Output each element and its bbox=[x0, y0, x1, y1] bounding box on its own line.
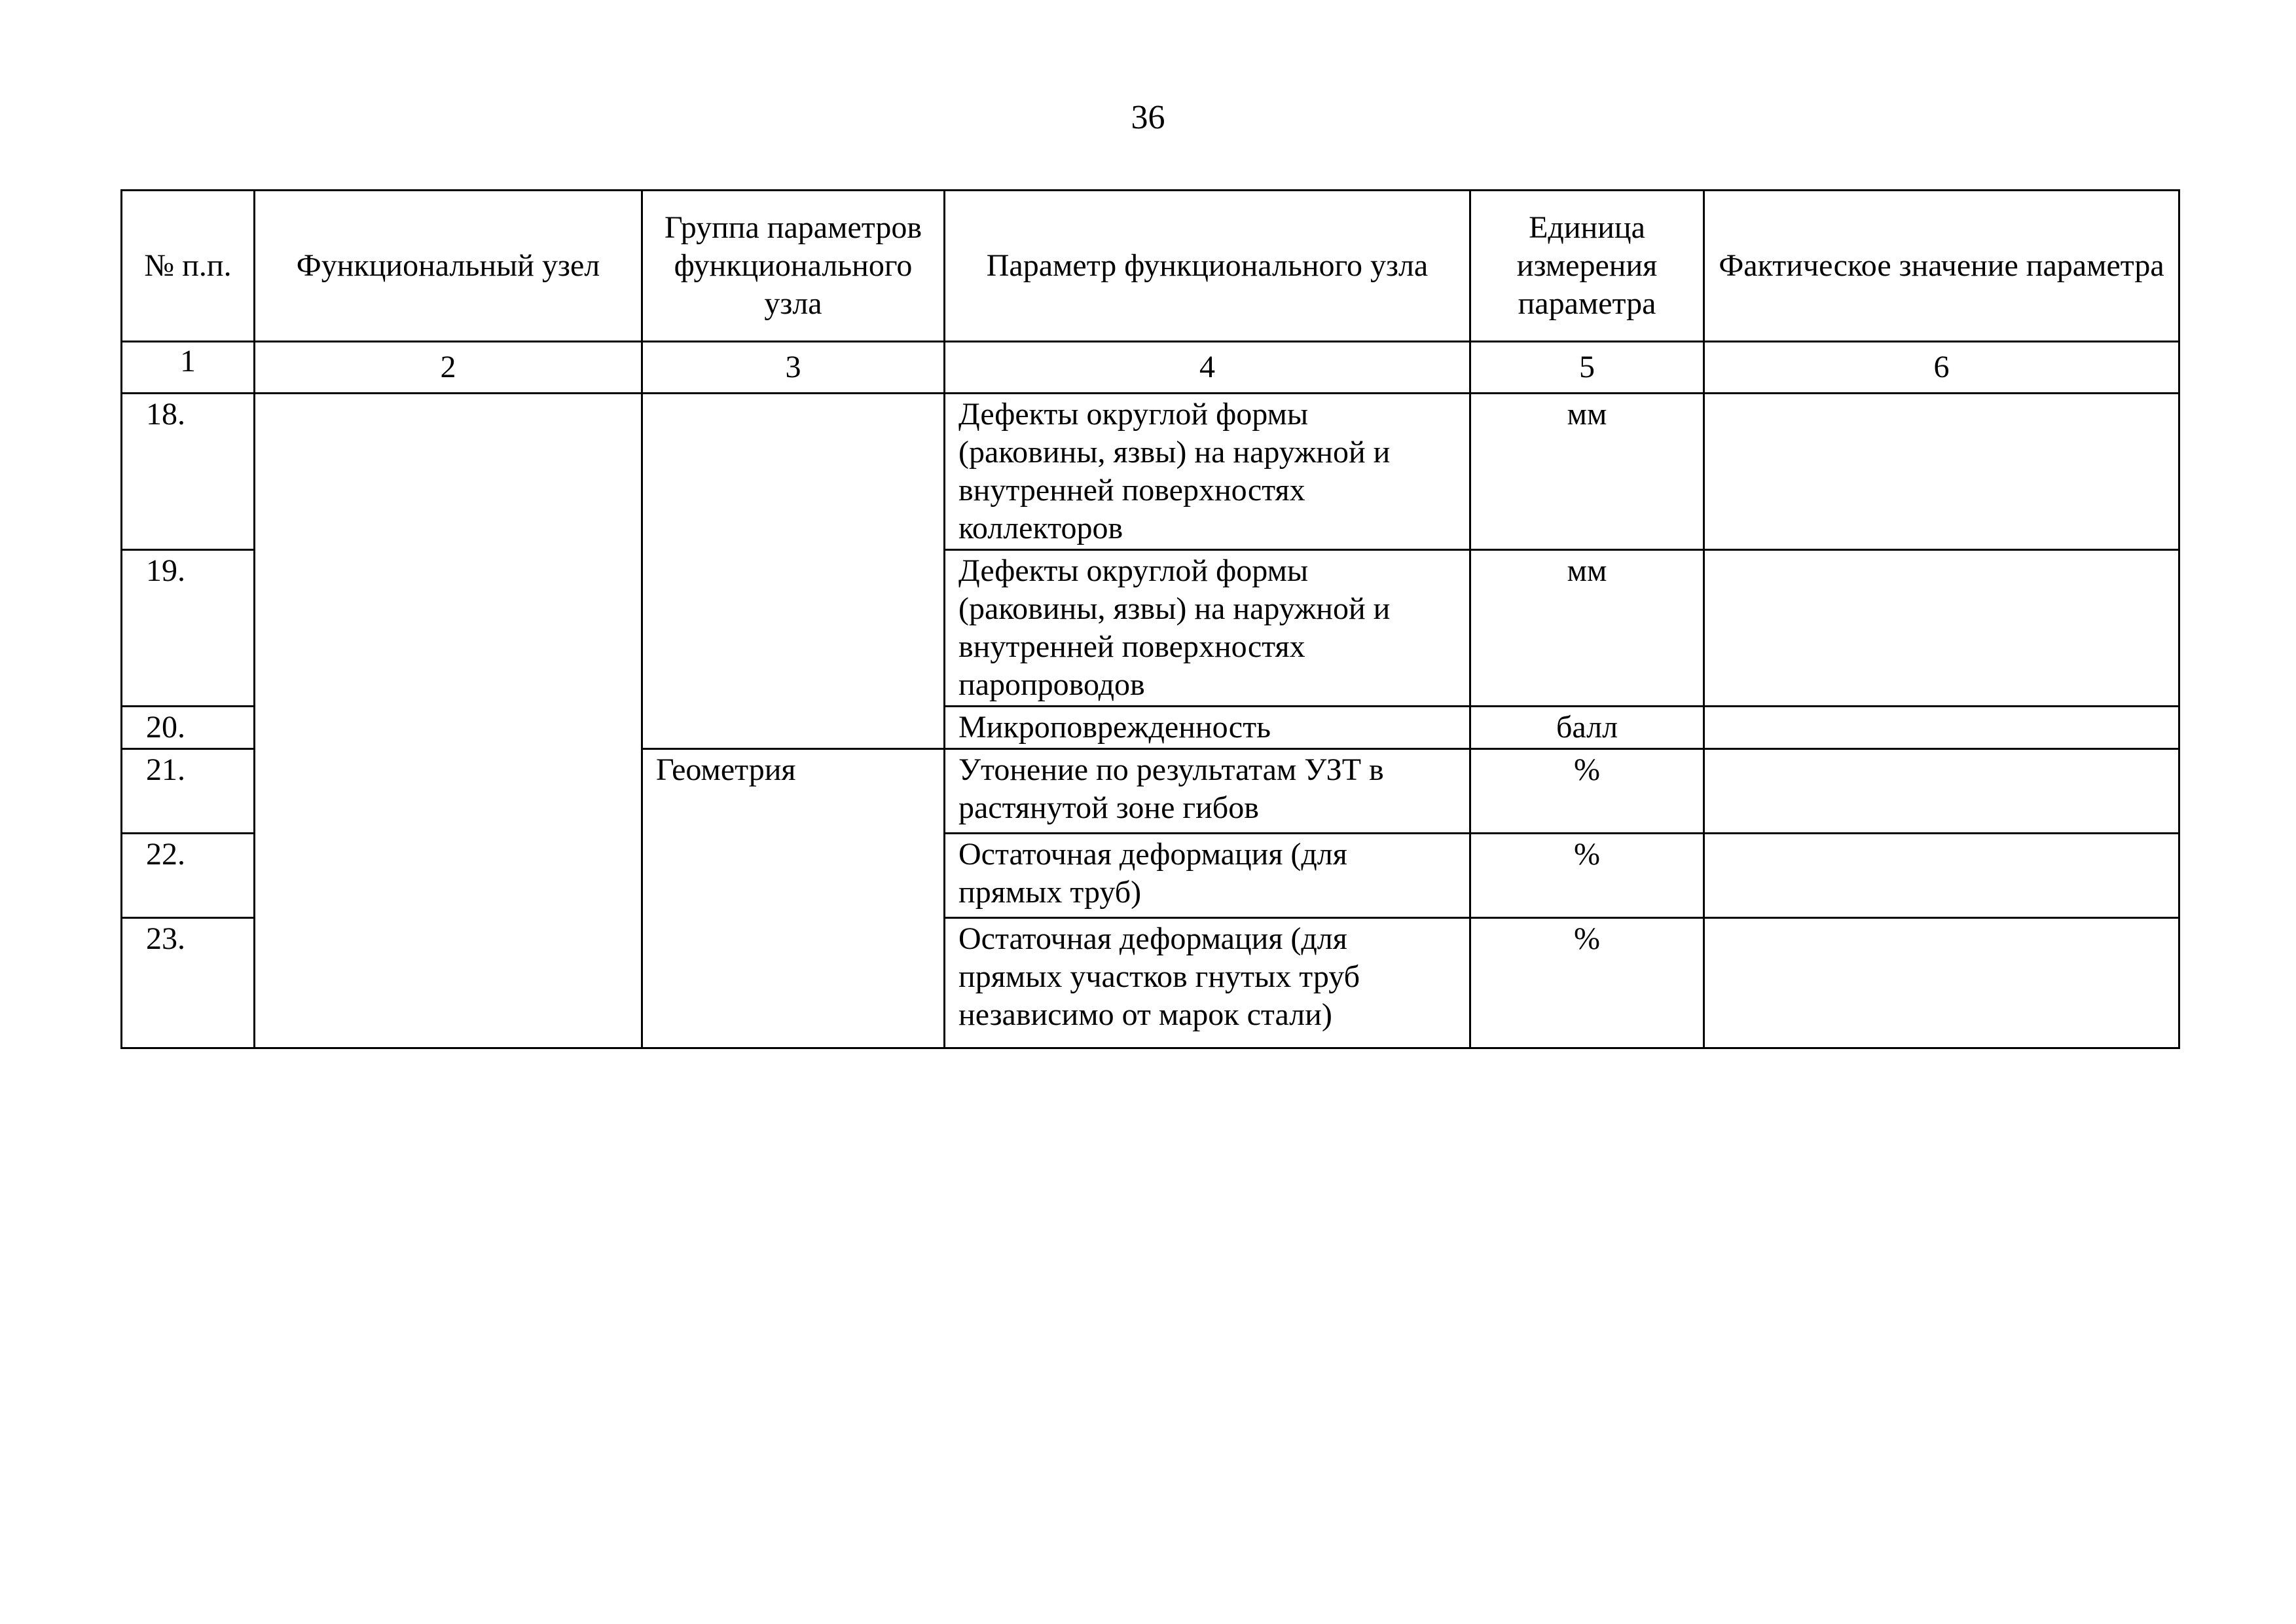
unit-cell: % bbox=[1470, 749, 1704, 834]
unit-cell: мм bbox=[1470, 394, 1704, 550]
actual-value-cell bbox=[1704, 707, 2179, 749]
row-number: 18. bbox=[122, 394, 255, 550]
parameter-cell: Остаточная деформация (для прямых участков гнутых труб независимо от марок стали) bbox=[945, 918, 1470, 1048]
actual-value-cell bbox=[1704, 550, 2179, 707]
actual-value-cell bbox=[1704, 918, 2179, 1048]
unit-cell: мм bbox=[1470, 550, 1704, 707]
column-number: 2 bbox=[255, 342, 642, 394]
parameters-table bbox=[120, 189, 2180, 1049]
unit-cell: % bbox=[1470, 834, 1704, 918]
parameter-cell: Дефекты округлой формы (раковины, язвы) на наружной и внутренней поверхностях коллекторов bbox=[945, 394, 1470, 550]
header-unit: Единица измерения параметра bbox=[1470, 191, 1704, 342]
row-number: 19. bbox=[122, 550, 255, 707]
column-number: 1 bbox=[122, 342, 255, 394]
header-parameter: Параметр функционального узла bbox=[945, 191, 1470, 342]
page-number: 36 bbox=[1131, 99, 1165, 136]
header-row bbox=[122, 191, 2179, 342]
parameter-cell: Утонение по результатам УЗТ в растянутой зоне гибов bbox=[945, 749, 1470, 834]
column-number: 3 bbox=[642, 342, 945, 394]
unit-cell: % bbox=[1470, 918, 1704, 1048]
row-number: 20. bbox=[122, 707, 255, 749]
parameter-group-cell bbox=[642, 394, 945, 749]
table-row bbox=[122, 394, 2179, 550]
column-numbering-row bbox=[122, 342, 2179, 394]
row-number: 21. bbox=[122, 749, 255, 834]
parameter-cell: Микроповрежденность bbox=[945, 707, 1470, 749]
parameter-group-cell: Геометрия bbox=[642, 749, 945, 1048]
parameter-cell: Дефекты округлой формы (раковины, язвы) на наружной и внутренней поверхностях паропроводов bbox=[945, 550, 1470, 707]
parameter-cell: Остаточная деформация (для прямых труб) bbox=[945, 834, 1470, 918]
functional-node-cell bbox=[255, 394, 642, 1048]
column-number: 6 bbox=[1704, 342, 2179, 394]
actual-value-cell bbox=[1704, 394, 2179, 550]
column-number: 5 bbox=[1470, 342, 1704, 394]
row-number: 22. bbox=[122, 834, 255, 918]
actual-value-cell bbox=[1704, 749, 2179, 834]
header-number: № п.п. bbox=[122, 191, 255, 342]
header-parameter-group: Группа параметров функционального узла bbox=[642, 191, 945, 342]
header-actual-value: Фактическое значение параметра bbox=[1704, 191, 2179, 342]
column-number: 4 bbox=[945, 342, 1470, 394]
row-number: 23. bbox=[122, 918, 255, 1048]
unit-cell: балл bbox=[1470, 707, 1704, 749]
actual-value-cell bbox=[1704, 834, 2179, 918]
header-functional-node: Функциональный узел bbox=[255, 191, 642, 342]
